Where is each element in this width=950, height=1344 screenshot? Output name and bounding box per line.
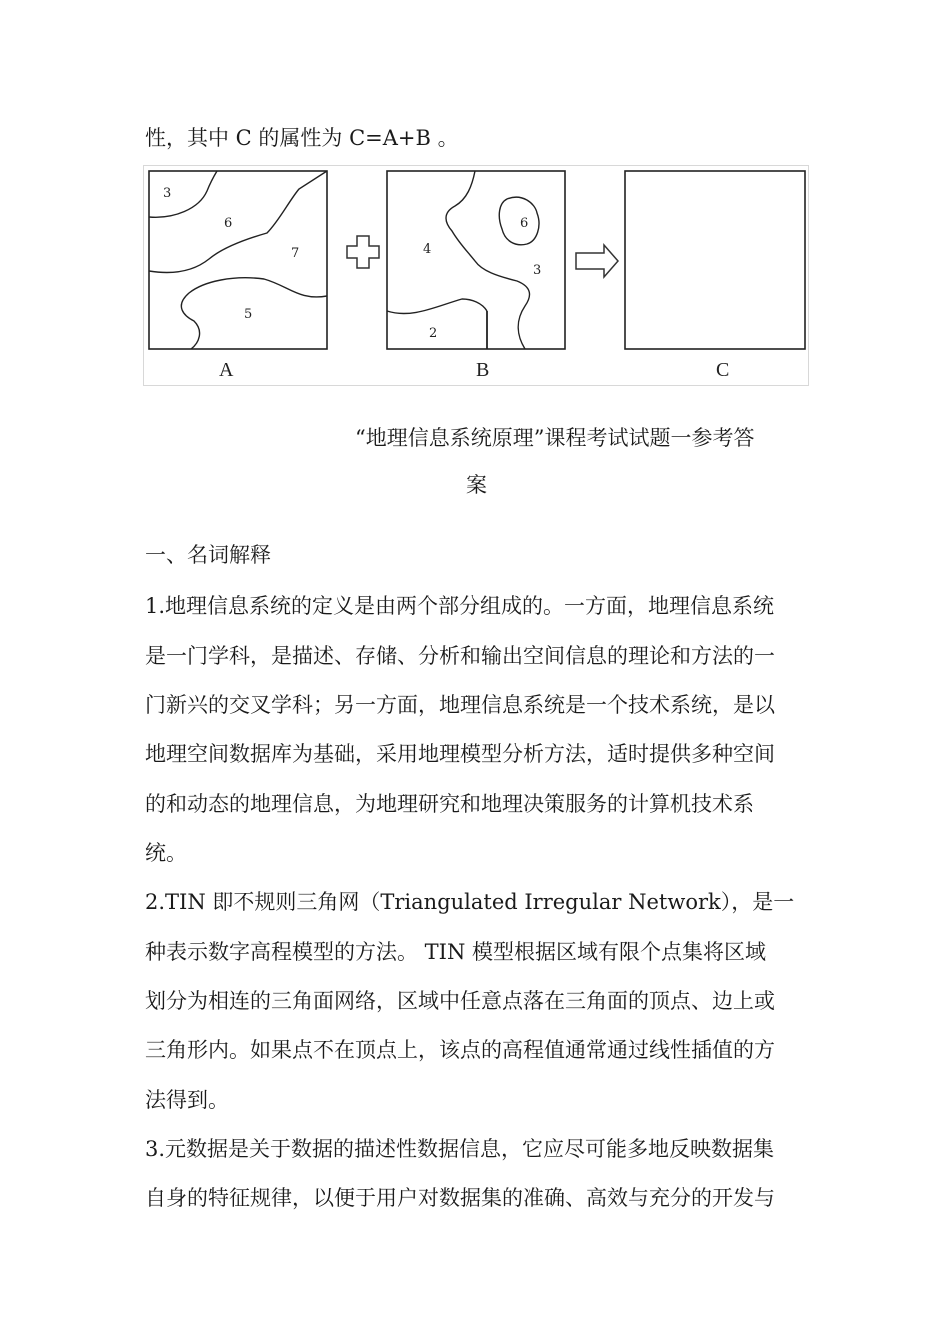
- overlay-figure: [143, 165, 809, 386]
- body-line: 统。: [145, 841, 187, 865]
- intro-line: 性，其中 C 的属性为 C=A+B 。: [145, 126, 459, 150]
- document-title: “地理信息系统原理”课程考试试题一参考答: [355, 426, 755, 450]
- body-line: 三角形内。如果点不在顶点上，该点的高程值通常通过线性插值的方: [145, 1038, 775, 1062]
- body-line: 划分为相连的三角面网络，区域中任意点落在三角面的顶点、边上或: [145, 989, 775, 1013]
- map-b-region-label: 2: [429, 326, 438, 341]
- body-line: 2.TIN 即不规则三角网（Triangulated Irregular Network），是一: [145, 890, 795, 914]
- body-line: 3.元数据是关于数据的描述性数据信息，它应尽可能多地反映数据集: [145, 1137, 775, 1161]
- map-a-region-label: 5: [244, 307, 253, 322]
- body-line: 是一门学科，是描述、存储、分析和输出空间信息的理论和方法的一: [145, 644, 775, 668]
- section-heading: 一、名词解释: [145, 543, 271, 567]
- map-b-region-label: 6: [520, 216, 529, 231]
- map-a-caption: A: [219, 359, 234, 381]
- map-a-region-label: 3: [163, 186, 172, 201]
- map-a-region-label: 7: [291, 246, 300, 261]
- map-c: [625, 171, 805, 349]
- map-b-region-label: 3: [533, 263, 542, 278]
- map-a: [149, 171, 327, 349]
- map-a-region-label: 6: [224, 216, 233, 231]
- body-line: 种表示数字高程模型的方法。 TIN 模型根据区域有限个点集将区域: [145, 940, 767, 964]
- map-b: [387, 171, 565, 349]
- overlay-diagram: [144, 166, 810, 387]
- arrow-right-icon: [576, 245, 618, 277]
- body-line: 法得到。: [145, 1088, 229, 1112]
- map-b-region-label: 4: [423, 242, 432, 257]
- map-c-caption: C: [716, 359, 730, 381]
- document-title-continued: 案: [466, 473, 487, 497]
- body-line: 地理空间数据库为基础，采用地理模型分析方法，适时提供多种空间: [145, 742, 775, 766]
- plus-icon: [347, 236, 379, 268]
- body-line: 的和动态的地理信息，为地理研究和地理决策服务的计算机技术系: [145, 792, 754, 816]
- map-b-caption: B: [476, 359, 490, 381]
- body-line: 门新兴的交叉学科；另一方面，地理信息系统是一个技术系统，是以: [145, 693, 775, 717]
- body-line: 1.地理信息系统的定义是由两个部分组成的。一方面，地理信息系统: [145, 594, 775, 618]
- body-line: 自身的特征规律，以便于用户对数据集的准确、高效与充分的开发与: [145, 1186, 775, 1210]
